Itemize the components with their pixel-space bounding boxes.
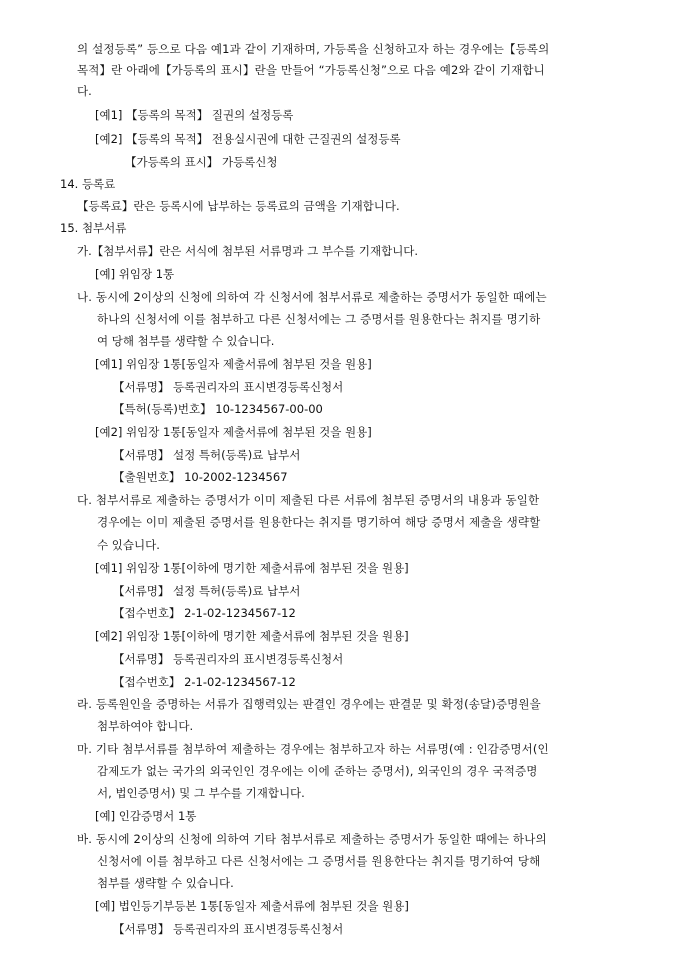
section-heading-14: 14. 등록료: [60, 177, 116, 191]
example-line: [예] 위임장 1통: [95, 267, 175, 281]
example-line: [예] 인감증명서 1통: [95, 809, 197, 823]
example-line: 【서류명】 설정 특허(등록)료 납부서: [113, 448, 301, 462]
text-line: 여 당해 첨부를 생략할 수 있습니다.: [97, 334, 275, 348]
example-line: 【가등록의 표시】 가등록신청: [125, 155, 278, 169]
text-line: 경우에는 이미 제출된 증명서를 원용한다는 취지를 명기하여 해당 증명서 제출을 생략할: [97, 515, 541, 529]
text-line: 첨부를 생략할 수 있습니다.: [97, 876, 234, 890]
section-heading-15: 15. 첨부서류: [60, 221, 127, 235]
text-line: 감제도가 없는 국가의 외국인인 경우에는 이에 준하는 증명서), 외국인의 경우 국적증명: [97, 764, 538, 778]
text-line: 서, 법인증명서) 및 그 부수를 기재합니다.: [97, 786, 305, 800]
example-line: [예1] 위임장 1통[동일자 제출서류에 첨부된 것을 원용]: [95, 357, 372, 371]
example-line: [예1] 위임장 1통[이하에 명기한 제출서류에 첨부된 것을 원용]: [95, 561, 409, 575]
item-ra: 라. 등록원인을 증명하는 서류가 집행력있는 판결인 경우에는 판결문 및 확정(송달)증명원을: [77, 697, 541, 711]
text-line: 수 있습니다.: [97, 538, 160, 552]
text-line: 하나의 신청서에 이를 첨부하고 다른 신청서에는 그 증명서를 원용한다는 취지를 명기하: [97, 312, 541, 326]
example-line: [예2] 【등록의 목적】 전용실시권에 대한 근질권의 설정등록: [95, 132, 401, 146]
example-line: 【서류명】 등록권리자의 표시변경등록신청서: [113, 922, 344, 936]
example-line: 【접수번호】 2-1-02-1234567-12: [113, 675, 296, 689]
text-line: 【등록료】란은 등록시에 납부하는 등록료의 금액을 기재합니다.: [77, 199, 400, 213]
item-da: 다. 첨부서류로 제출하는 증명서가 이미 제출된 다른 서류에 첨부된 증명서의 내용과 동일한: [77, 493, 540, 507]
example-line: [예2] 위임장 1통[동일자 제출서류에 첨부된 것을 원용]: [95, 425, 372, 439]
text-line: 첨부하여야 합니다.: [97, 719, 194, 733]
example-line: 【서류명】 설정 특허(등록)료 납부서: [113, 584, 301, 598]
example-line: [예1] 【등록의 목적】 질권의 설정등록: [95, 108, 294, 122]
text-line: 의 설정등록” 등으로 다음 예1과 같이 기재하며, 가등록을 신청하고자 하는 경우에는【등록의: [77, 42, 550, 56]
example-line: 【특허(등록)번호】 10-1234567-00-00: [113, 402, 323, 416]
example-line: 【서류명】 등록권리자의 표시변경등록신청서: [113, 652, 344, 666]
item-na: 나. 동시에 2이상의 신청에 의하여 각 신청서에 첨부서류로 제출하는 증명서가 동일한 때에는: [77, 290, 547, 304]
item-ga: 가.【첨부서류】란은 서식에 첨부된 서류명과 그 부수를 기재합니다.: [77, 244, 419, 258]
text-line: 신청서에 이를 첨부하고 다른 신청서에는 그 증명서를 원용한다는 취지를 명기하여 당해: [97, 854, 541, 868]
text-line: 목적】란 아래에【가등록의 표시】란을 만들어 “가등록신청”으로 다음 예2와 같이 기재합니: [77, 63, 545, 77]
example-line: [예] 법인등기부등본 1통[동일자 제출서류에 첨부된 것을 원용]: [95, 899, 409, 913]
item-ba: 바. 동시에 2이상의 신청에 의하여 기타 첨부서류로 제출하는 증명서가 동일한 때에는 하나의: [77, 832, 547, 846]
example-line: [예2] 위임장 1통[이하에 명기한 제출서류에 첨부된 것을 원용]: [95, 629, 409, 643]
text-line: 다.: [77, 84, 92, 98]
example-line: 【출원번호】 10-2002-1234567: [113, 470, 288, 484]
item-ma: 마. 기타 첨부서류를 첨부하여 제출하는 경우에는 첨부하고자 하는 서류명(예 : 인감증명서(인: [77, 742, 549, 756]
example-line: 【접수번호】 2-1-02-1234567-12: [113, 606, 296, 620]
example-line: 【서류명】 등록권리자의 표시변경등록신청서: [113, 380, 344, 394]
